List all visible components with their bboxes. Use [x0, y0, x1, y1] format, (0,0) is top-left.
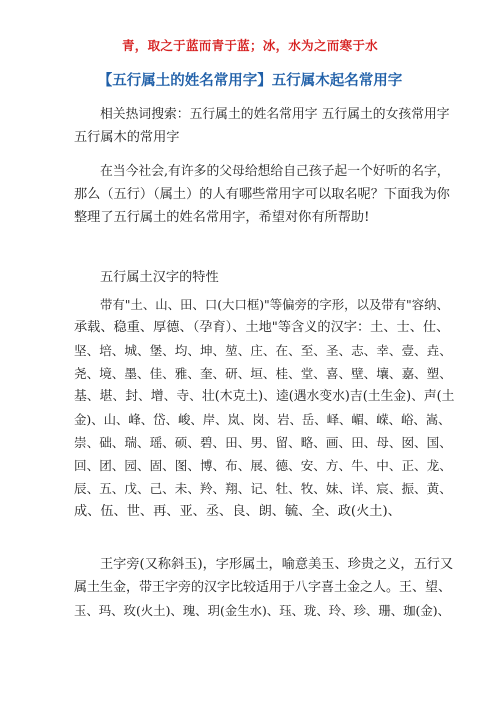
text-line: 整理了五行属土的姓名常用字，希望对你有所帮助!: [74, 210, 370, 225]
text-line: 王字旁(又称斜玉)，字形属土，喻意美玉、珍贵之义，五行又: [100, 557, 454, 572]
text-line: 带有"土、山、田、口(大口框)"等偏旁的字形，以及带有"容纳、: [100, 297, 449, 312]
text-line: 玉、玛、玫(火土)、瑰、玥(金生水)、珏、珑、玲、珍、珊、珈(金)、: [74, 603, 450, 618]
text-line: 辰、五、戊、己、未、羚、翔、记、牡、牧、妹、详、宸、振、黄、: [74, 481, 452, 496]
text-line: 金)、山、峰、岱、峻、岸、岚、岗、岩、岳、峄、嵋、嵘、峪、嵩、: [74, 412, 451, 427]
characters-paragraph: [74, 293, 454, 523]
text-line: 在当今社会,有许多的父母给想给自己孩子起一个好听的名字，: [100, 164, 450, 179]
text-line: 成、伍、世、再、亚、丞、良、朗、毓、全、政(火土)、: [74, 504, 401, 519]
related-keywords: [74, 103, 454, 149]
jade-radical-paragraph: [74, 553, 454, 622]
section-heading: 五行属土汉字的特性: [100, 270, 219, 285]
text-line: 回、团、园、固、图、博、布、展、德、安、方、牛、中、正、龙、: [74, 458, 452, 473]
text-line: 尧、境、墨、佳、雅、奎、研、垣、桂、堂、喜、壁、壤、嘉、塑、: [74, 366, 452, 381]
text-line: 崇、础、瑞、瑶、硕、碧、田、男、留、略、画、田、母、囡、国、: [74, 435, 452, 450]
text-line: 那么（五行）（属土）的人有哪些常用字可以取名呢？下面我为你: [74, 187, 450, 202]
keywords-line: 相关热词搜索：五行属土的姓名常用字 五行属土的女孩常用字: [100, 107, 450, 122]
text-line: 属土生金，带王字旁的汉字比较适用于八字喜土金之人。王、望、: [74, 580, 452, 595]
top-slogan: 青，取之于蓝而青于蓝；冰，水为之而寒于水: [121, 38, 378, 53]
document-title: 【五行属土的姓名常用字】五行属木起名常用字: [97, 72, 403, 89]
keywords-line: 五行属木的常用字: [74, 130, 180, 145]
text-line: 承载、稳重、厚德、（孕育）、土地"等含义的汉字：土、士、仕、: [74, 320, 450, 335]
intro-paragraph: [74, 160, 454, 229]
text-line: 基、堪、封、增、寺、壮(木克土)、逵(遇水变水)吉(土生金)、声(土: [74, 389, 455, 404]
text-line: 坚、培、城、堡、均、坤、堃、庄、在、至、圣、志、幸、壹、垚、: [74, 343, 452, 358]
section-heading-block: [74, 266, 454, 289]
